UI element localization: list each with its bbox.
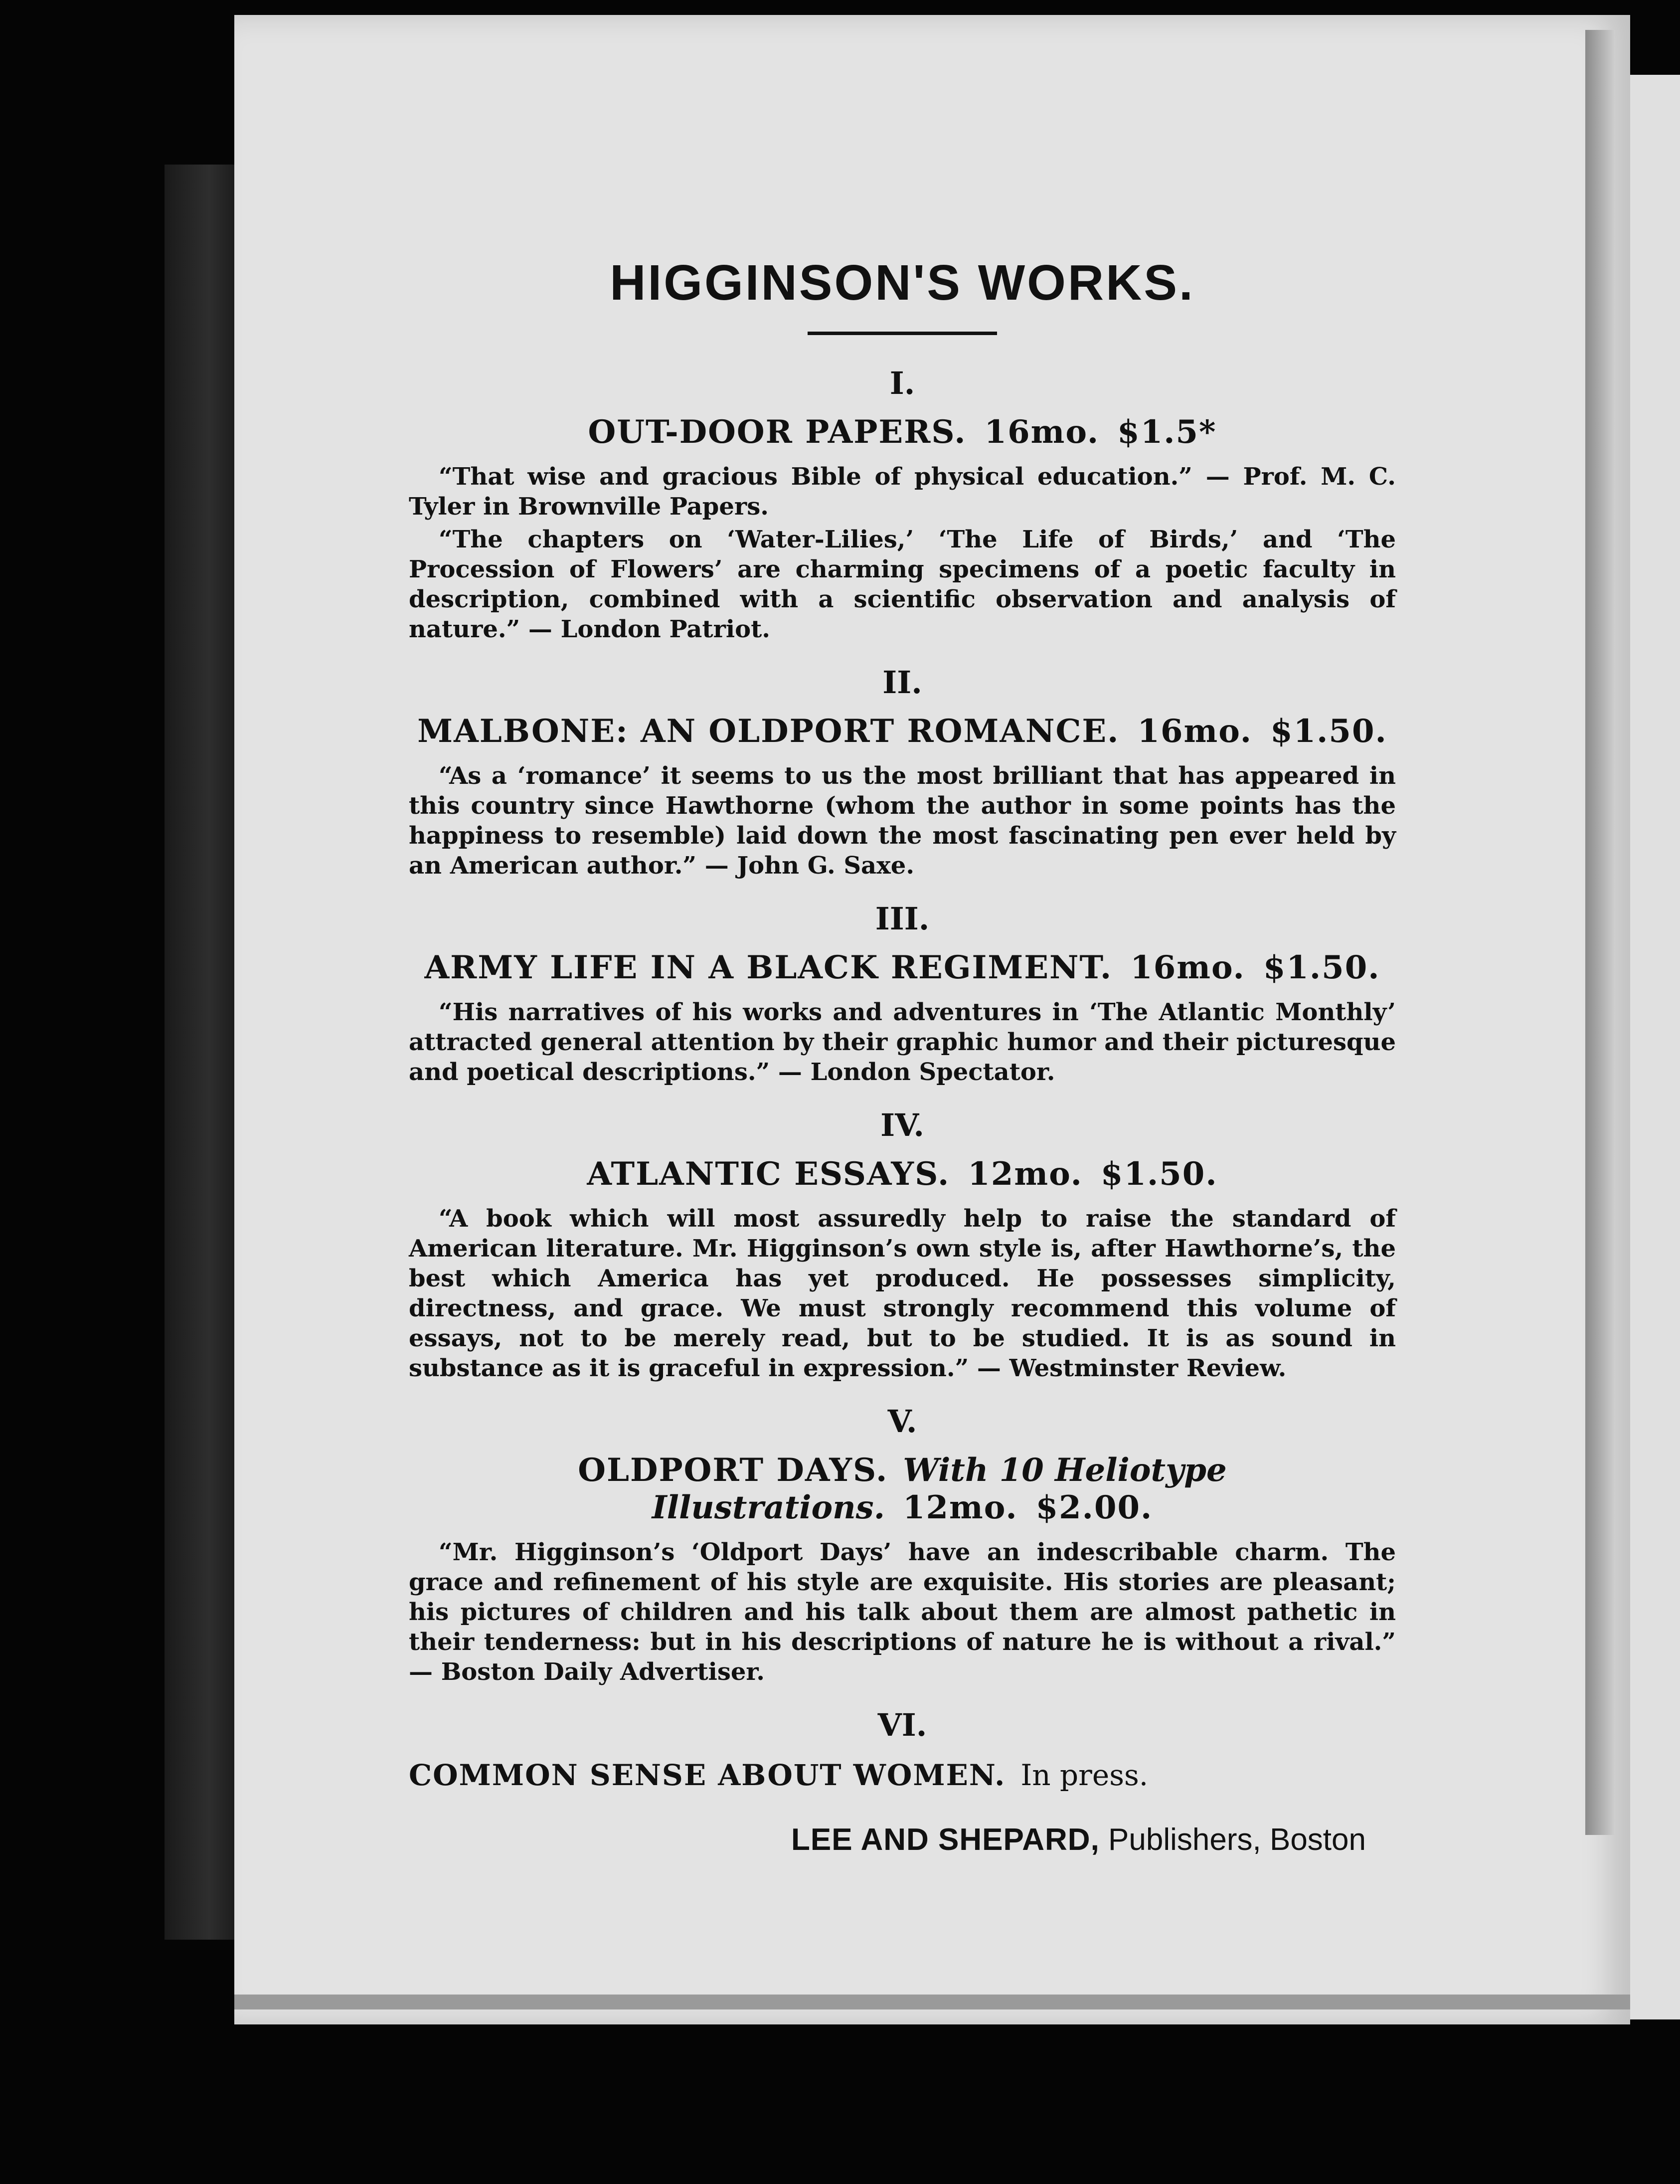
publisher-imprint	[409, 1822, 1396, 1857]
section-numeral: II.	[882, 664, 922, 701]
book-section-oldport-days	[409, 1403, 1396, 1687]
page-title: HIGGINSON'S WORKS.	[610, 255, 1195, 311]
book-heading	[409, 713, 1396, 750]
page-content	[409, 254, 1396, 1857]
book-heading	[409, 949, 1396, 986]
book-heading	[409, 1758, 1396, 1792]
section-numeral: V.	[887, 1403, 917, 1440]
book-section-army-life	[409, 901, 1396, 1087]
book-title: OLDPORT DAYS.	[578, 1452, 888, 1489]
book-price: $1.50.	[1100, 1155, 1218, 1193]
book-price: $1.50.	[1263, 949, 1380, 986]
review-quote: “As a ‘romance’ it seems to us the most brilliant that has appeared in this country since Hawthorne (whom the author in some points has the happiness to resemble) laid down the most fascinating pen ever held by an American author.” — John G. Saxe.	[409, 762, 1396, 880]
page-bottom-edge	[234, 1995, 1630, 2009]
section-numeral: IV.	[880, 1107, 924, 1143]
book-heading	[409, 1452, 1396, 1526]
book-heading	[409, 1155, 1396, 1193]
book-status: In press.	[1020, 1758, 1149, 1792]
book-title: OUT-DOOR PAPERS.	[588, 413, 967, 451]
book-section-atlantic-essays	[409, 1107, 1396, 1383]
title-rule	[808, 332, 997, 335]
book-section-common-sense	[409, 1707, 1396, 1792]
book-heading	[409, 413, 1396, 451]
book-title: ARMY LIFE IN A BLACK REGIMENT.	[424, 949, 1113, 986]
book-format: 16mo.	[984, 413, 1100, 451]
section-numeral: I.	[889, 365, 915, 401]
review-quote: “That wise and gracious Bible of physical education.” — Prof. M. C. Tyler in Brownville Papers.	[409, 463, 1396, 521]
page-gutter	[1585, 30, 1615, 1835]
book-format: 16mo.	[1137, 713, 1253, 750]
section-numeral: VI.	[877, 1707, 927, 1743]
book-price: $2.00.	[1035, 1489, 1153, 1526]
book-price: $1.50.	[1270, 713, 1387, 750]
book-binding	[165, 165, 239, 1940]
book-title: COMMON SENSE ABOUT WOMEN.	[409, 1758, 1006, 1792]
book-format: 12mo.	[968, 1155, 1083, 1193]
book-section-malbone	[409, 664, 1396, 881]
review-quote: “Mr. Higginson’s ‘Oldport Days’ have an indescribable charm. The grace and refinement of his style are exquisite. His stories are pleasant; his pictures of children and his talk about them are almost pathetic in their tenderness: but in his descriptions of nature he is without a rival.” — Boston Daily Advertiser.	[409, 1538, 1396, 1686]
publisher-location: Publishers, Boston	[1108, 1822, 1366, 1857]
book-format: 12mo.	[902, 1489, 1018, 1526]
book-title: MALBONE: AN OLDPORT ROMANCE.	[417, 713, 1120, 750]
book-format: 16mo.	[1130, 949, 1245, 986]
book-title: ATLANTIC ESSAYS.	[587, 1155, 950, 1193]
review-quote: “A book which will most assuredly help to raise the standard of American literature. Mr. Higginson’s own style is, after Hawthorne’s, the best which America has yet produced. He possesses simplicity, directness, and grace. We must strongly recommend this volume of essays, not to be merely read, but to be studied. It is as sound in substance as it is graceful in expression.” — Westminster Review.	[409, 1205, 1396, 1382]
book-subtitle: With 10 Heliotype Illustrations.	[652, 1452, 1227, 1526]
section-numeral: III.	[875, 901, 930, 937]
review-quote: “The chapters on ‘Water-Lilies,’ ‘The Life of Birds,’ and ‘The Procession of Flowers’ are charming specimens of a poetic faculty in description, combined with a scientific observation and analysis of nature.” — London Patriot.	[409, 526, 1396, 643]
review-quote: “His narratives of his works and adventures in ‘The Atlantic Monthly’ attracted general attention by their graphic humor and their picturesque and poetical descriptions.” — London Spectator.	[409, 998, 1396, 1086]
book-section-out-door-papers	[409, 365, 1396, 644]
publisher-name: LEE AND SHEPARD,	[791, 1822, 1100, 1857]
facing-page-edge	[1630, 75, 1680, 2019]
book-price: $1.5*	[1117, 413, 1217, 451]
